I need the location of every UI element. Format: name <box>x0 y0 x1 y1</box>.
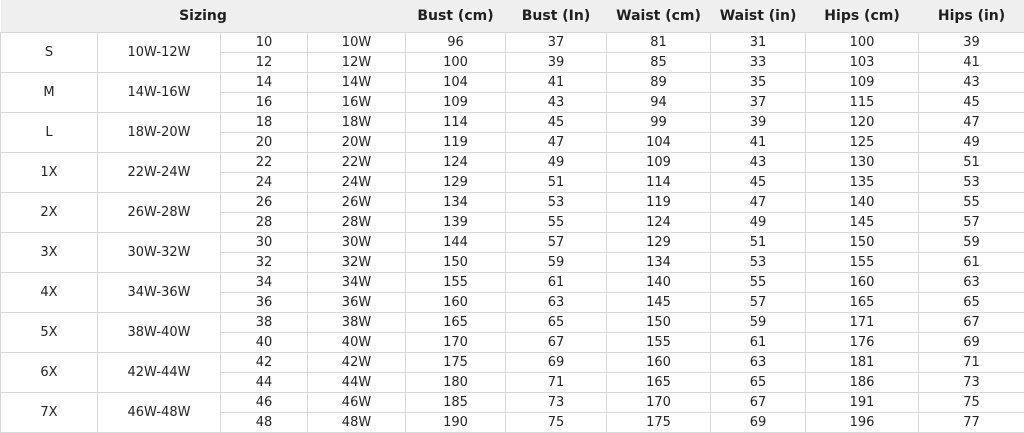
bust-cm-cell: 150 <box>406 253 506 273</box>
hips-cm-cell: 155 <box>806 253 919 273</box>
waist-cm-cell: 89 <box>607 73 711 93</box>
bust-cm-cell: 96 <box>406 33 506 53</box>
waist-in-cell: 35 <box>711 73 806 93</box>
waist-in-cell: 65 <box>711 373 806 393</box>
size-label-cell: 6X <box>1 353 98 393</box>
hips-in-cell: 57 <box>919 213 1024 233</box>
size-number-cell: 38 <box>221 313 308 333</box>
waist-in-cell: 31 <box>711 33 806 53</box>
waist-in-cell: 63 <box>711 353 806 373</box>
size-chart-body <box>1 33 1024 433</box>
size-w-cell: 46W <box>308 393 406 413</box>
size-w-cell: 18W <box>308 113 406 133</box>
bust-in-cell: 47 <box>506 133 607 153</box>
table-row <box>1 393 1024 413</box>
bust-in-cell: 67 <box>506 333 607 353</box>
hips-in-cell: 55 <box>919 193 1024 213</box>
bust-in-cell: 69 <box>506 353 607 373</box>
size-w-cell: 28W <box>308 213 406 233</box>
size-w-cell: 10W <box>308 33 406 53</box>
hips-cm-cell: 176 <box>806 333 919 353</box>
bust-in-cell: 65 <box>506 313 607 333</box>
waist-cm-cell: 94 <box>607 93 711 113</box>
size-label-cell: L <box>1 113 98 153</box>
size-range-cell: 14W-16W <box>98 73 221 113</box>
size-range-cell: 18W-20W <box>98 113 221 153</box>
size-w-cell: 12W <box>308 53 406 73</box>
hips-in-cell: 77 <box>919 413 1024 433</box>
size-number-cell: 18 <box>221 113 308 133</box>
hips-in-cell: 73 <box>919 373 1024 393</box>
size-number-cell: 20 <box>221 133 308 153</box>
size-number-cell: 32 <box>221 253 308 273</box>
bust-in-cell: 37 <box>506 33 607 53</box>
waist-in-cell: 39 <box>711 113 806 133</box>
table-row <box>1 353 1024 373</box>
header-waist-in: Waist (in) <box>711 0 806 33</box>
bust-in-cell: 71 <box>506 373 607 393</box>
table-row <box>1 193 1024 213</box>
size-w-cell: 20W <box>308 133 406 153</box>
size-label-cell: 4X <box>1 273 98 313</box>
waist-in-cell: 49 <box>711 213 806 233</box>
bust-cm-cell: 129 <box>406 173 506 193</box>
size-w-cell: 16W <box>308 93 406 113</box>
waist-cm-cell: 150 <box>607 313 711 333</box>
hips-in-cell: 43 <box>919 73 1024 93</box>
size-range-cell: 10W-12W <box>98 33 221 73</box>
hips-cm-cell: 191 <box>806 393 919 413</box>
waist-in-cell: 37 <box>711 93 806 113</box>
waist-cm-cell: 155 <box>607 333 711 353</box>
hips-in-cell: 41 <box>919 53 1024 73</box>
hips-in-cell: 65 <box>919 293 1024 313</box>
bust-in-cell: 39 <box>506 53 607 73</box>
size-range-cell: 26W-28W <box>98 193 221 233</box>
bust-cm-cell: 155 <box>406 273 506 293</box>
bust-cm-cell: 185 <box>406 393 506 413</box>
bust-cm-cell: 144 <box>406 233 506 253</box>
table-row <box>1 153 1024 173</box>
bust-cm-cell: 104 <box>406 73 506 93</box>
waist-in-cell: 43 <box>711 153 806 173</box>
waist-cm-cell: 175 <box>607 413 711 433</box>
size-range-cell: 38W-40W <box>98 313 221 353</box>
size-w-cell: 36W <box>308 293 406 313</box>
hips-in-cell: 45 <box>919 93 1024 113</box>
hips-in-cell: 59 <box>919 233 1024 253</box>
bust-cm-cell: 160 <box>406 293 506 313</box>
size-w-cell: 32W <box>308 253 406 273</box>
size-number-cell: 36 <box>221 293 308 313</box>
waist-in-cell: 41 <box>711 133 806 153</box>
table-row <box>1 313 1024 333</box>
header-hips-in: Hips (in) <box>919 0 1024 33</box>
hips-cm-cell: 125 <box>806 133 919 153</box>
size-label-cell: 5X <box>1 313 98 353</box>
bust-in-cell: 61 <box>506 273 607 293</box>
size-range-cell: 46W-48W <box>98 393 221 433</box>
size-number-cell: 26 <box>221 193 308 213</box>
waist-cm-cell: 109 <box>607 153 711 173</box>
hips-in-cell: 67 <box>919 313 1024 333</box>
waist-in-cell: 67 <box>711 393 806 413</box>
bust-in-cell: 75 <box>506 413 607 433</box>
header-bust-in: Bust (In) <box>506 0 607 33</box>
bust-cm-cell: 165 <box>406 313 506 333</box>
hips-cm-cell: 115 <box>806 93 919 113</box>
waist-cm-cell: 129 <box>607 233 711 253</box>
bust-cm-cell: 134 <box>406 193 506 213</box>
hips-in-cell: 53 <box>919 173 1024 193</box>
header-sizing: Sizing <box>1 0 406 33</box>
table-row <box>1 33 1024 53</box>
bust-cm-cell: 175 <box>406 353 506 373</box>
size-w-cell: 44W <box>308 373 406 393</box>
table-row <box>1 73 1024 93</box>
hips-cm-cell: 135 <box>806 173 919 193</box>
waist-in-cell: 57 <box>711 293 806 313</box>
waist-cm-cell: 81 <box>607 33 711 53</box>
waist-in-cell: 55 <box>711 273 806 293</box>
waist-cm-cell: 104 <box>607 133 711 153</box>
waist-in-cell: 53 <box>711 253 806 273</box>
bust-cm-cell: 100 <box>406 53 506 73</box>
hips-in-cell: 63 <box>919 273 1024 293</box>
table-row <box>1 233 1024 253</box>
size-range-cell: 34W-36W <box>98 273 221 313</box>
bust-cm-cell: 114 <box>406 113 506 133</box>
bust-in-cell: 43 <box>506 93 607 113</box>
size-range-cell: 30W-32W <box>98 233 221 273</box>
hips-in-cell: 75 <box>919 393 1024 413</box>
size-w-cell: 22W <box>308 153 406 173</box>
hips-cm-cell: 109 <box>806 73 919 93</box>
size-label-cell: 1X <box>1 153 98 193</box>
size-number-cell: 48 <box>221 413 308 433</box>
waist-in-cell: 69 <box>711 413 806 433</box>
bust-cm-cell: 119 <box>406 133 506 153</box>
bust-cm-cell: 124 <box>406 153 506 173</box>
size-range-cell: 22W-24W <box>98 153 221 193</box>
size-label-cell: 7X <box>1 393 98 433</box>
size-w-cell: 42W <box>308 353 406 373</box>
bust-in-cell: 55 <box>506 213 607 233</box>
waist-in-cell: 47 <box>711 193 806 213</box>
waist-cm-cell: 99 <box>607 113 711 133</box>
size-number-cell: 16 <box>221 93 308 113</box>
header-row <box>1 0 1024 33</box>
table-row <box>1 273 1024 293</box>
header-hips-cm: Hips (cm) <box>806 0 919 33</box>
hips-in-cell: 47 <box>919 113 1024 133</box>
bust-cm-cell: 180 <box>406 373 506 393</box>
waist-cm-cell: 124 <box>607 213 711 233</box>
size-label-cell: 3X <box>1 233 98 273</box>
hips-in-cell: 71 <box>919 353 1024 373</box>
table-row <box>1 113 1024 133</box>
size-number-cell: 46 <box>221 393 308 413</box>
bust-cm-cell: 190 <box>406 413 506 433</box>
size-w-cell: 30W <box>308 233 406 253</box>
bust-cm-cell: 170 <box>406 333 506 353</box>
bust-in-cell: 59 <box>506 253 607 273</box>
size-w-cell: 14W <box>308 73 406 93</box>
size-w-cell: 48W <box>308 413 406 433</box>
size-number-cell: 40 <box>221 333 308 353</box>
bust-cm-cell: 109 <box>406 93 506 113</box>
size-range-cell: 42W-44W <box>98 353 221 393</box>
bust-in-cell: 63 <box>506 293 607 313</box>
hips-cm-cell: 165 <box>806 293 919 313</box>
hips-cm-cell: 150 <box>806 233 919 253</box>
header-bust-cm: Bust (cm) <box>406 0 506 33</box>
hips-cm-cell: 196 <box>806 413 919 433</box>
size-label-cell: 2X <box>1 193 98 233</box>
waist-in-cell: 51 <box>711 233 806 253</box>
hips-cm-cell: 140 <box>806 193 919 213</box>
size-number-cell: 12 <box>221 53 308 73</box>
bust-cm-cell: 139 <box>406 213 506 233</box>
size-number-cell: 10 <box>221 33 308 53</box>
hips-cm-cell: 160 <box>806 273 919 293</box>
hips-in-cell: 49 <box>919 133 1024 153</box>
hips-cm-cell: 171 <box>806 313 919 333</box>
waist-cm-cell: 114 <box>607 173 711 193</box>
hips-in-cell: 39 <box>919 33 1024 53</box>
waist-in-cell: 59 <box>711 313 806 333</box>
size-number-cell: 44 <box>221 373 308 393</box>
hips-in-cell: 51 <box>919 153 1024 173</box>
bust-in-cell: 45 <box>506 113 607 133</box>
size-number-cell: 42 <box>221 353 308 373</box>
hips-cm-cell: 186 <box>806 373 919 393</box>
hips-in-cell: 69 <box>919 333 1024 353</box>
hips-cm-cell: 103 <box>806 53 919 73</box>
hips-cm-cell: 100 <box>806 33 919 53</box>
bust-in-cell: 41 <box>506 73 607 93</box>
size-number-cell: 28 <box>221 213 308 233</box>
bust-in-cell: 53 <box>506 193 607 213</box>
size-w-cell: 24W <box>308 173 406 193</box>
size-label-cell: S <box>1 33 98 73</box>
waist-cm-cell: 165 <box>607 373 711 393</box>
hips-cm-cell: 120 <box>806 113 919 133</box>
size-number-cell: 22 <box>221 153 308 173</box>
size-w-cell: 34W <box>308 273 406 293</box>
waist-cm-cell: 160 <box>607 353 711 373</box>
size-w-cell: 40W <box>308 333 406 353</box>
size-number-cell: 30 <box>221 233 308 253</box>
waist-cm-cell: 85 <box>607 53 711 73</box>
waist-cm-cell: 170 <box>607 393 711 413</box>
bust-in-cell: 49 <box>506 153 607 173</box>
size-number-cell: 24 <box>221 173 308 193</box>
hips-in-cell: 61 <box>919 253 1024 273</box>
waist-cm-cell: 140 <box>607 273 711 293</box>
bust-in-cell: 51 <box>506 173 607 193</box>
waist-in-cell: 33 <box>711 53 806 73</box>
bust-in-cell: 73 <box>506 393 607 413</box>
size-label-cell: M <box>1 73 98 113</box>
size-w-cell: 26W <box>308 193 406 213</box>
waist-cm-cell: 134 <box>607 253 711 273</box>
waist-in-cell: 61 <box>711 333 806 353</box>
bust-in-cell: 57 <box>506 233 607 253</box>
hips-cm-cell: 145 <box>806 213 919 233</box>
waist-cm-cell: 119 <box>607 193 711 213</box>
waist-in-cell: 45 <box>711 173 806 193</box>
hips-cm-cell: 181 <box>806 353 919 373</box>
size-w-cell: 38W <box>308 313 406 333</box>
waist-cm-cell: 145 <box>607 293 711 313</box>
size-number-cell: 34 <box>221 273 308 293</box>
header-waist-cm: Waist (cm) <box>607 0 711 33</box>
hips-cm-cell: 130 <box>806 153 919 173</box>
size-number-cell: 14 <box>221 73 308 93</box>
